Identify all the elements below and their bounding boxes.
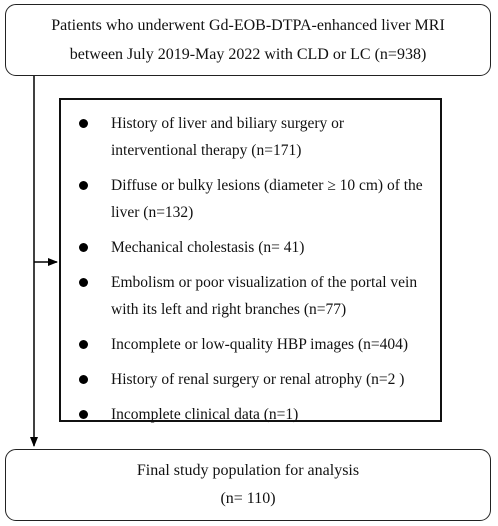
exclusion-item-text: with its left and right branches (n=77) [111,301,347,318]
exclusion-item [79,401,432,428]
exclusion-item [79,269,432,323]
exclusion-item [79,234,432,261]
bullet-icon [79,375,88,384]
final-population-line-1: Final study population for analysis [136,462,360,479]
bullet-icon [79,243,88,252]
exclusion-item-text: Mechanical cholestasis (n= 41) [111,239,305,256]
bullet-icon [79,181,88,190]
exclusion-item [79,331,432,358]
exclusion-item [79,366,432,393]
exclusion-item [79,172,432,226]
initial-population-box [5,4,491,76]
bullet-icon [79,410,88,419]
bullet-icon [79,278,88,287]
exclusion-item-text: Incomplete or low-quality HBP images (n=404) [111,336,409,353]
exclusion-item-text: liver (n=132) [111,204,194,221]
exclusion-item-text: Diffuse or bulky lesions (diameter ≥ 10 cm) of the [111,177,423,194]
exclusion-item-text: interventional therapy (n=171) [111,142,302,159]
exclusion-item-text: History of liver and biliary surgery or [111,115,345,132]
final-population-box [5,449,491,521]
initial-population-line-2: between July 2019-May 2022 with CLD or LC (n=938) [69,46,427,63]
exclusion-item-text: Incomplete clinical data (n=1) [111,406,299,423]
exclusion-criteria-box [59,98,442,422]
exclusion-list [79,110,432,428]
initial-population-line-1: Patients who underwent Gd-EOB-DTPA-enhanced liver MRI [51,17,445,34]
exclusion-item-text: Embolism or poor visualization of the portal vein [111,274,418,291]
bullet-icon [79,340,88,349]
final-population-line-2: (n= 110) [220,490,276,507]
exclusion-item [79,110,432,164]
exclusion-item-text: History of renal surgery or renal atrophy (n=2 ) [111,371,405,388]
bullet-icon [79,119,88,128]
